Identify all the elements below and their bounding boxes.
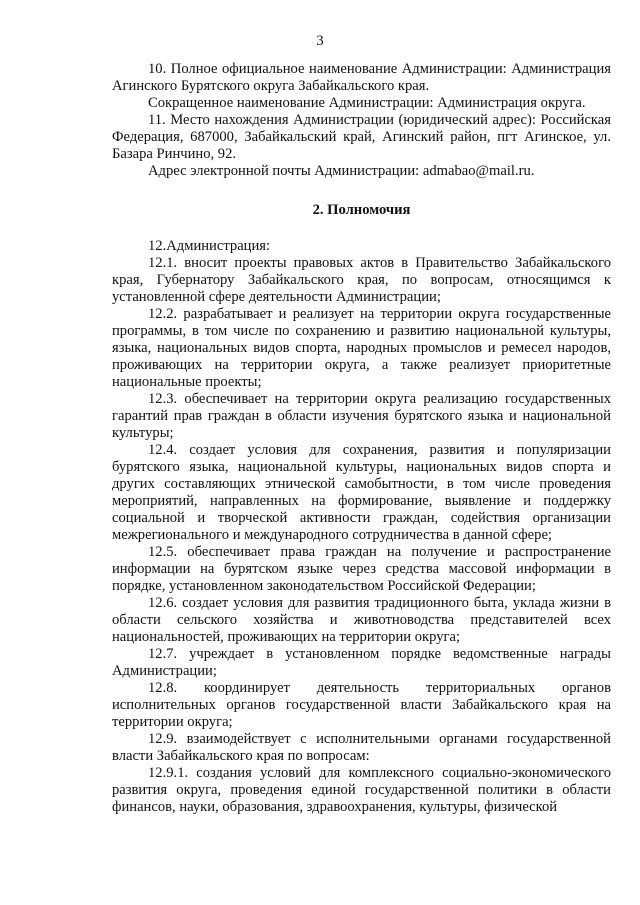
section-heading: 2. Полномочия	[312, 202, 411, 218]
paragraph-location: 11. Место нахождения Администрации (юридический адрес): Российская Федерация, 687000, Забайкальский край, Агинский район, пгт Агинское, ул. Базара Ринчино, 92.	[112, 112, 611, 162]
paragraph-full-name: 10. Полное официальное наименование Администрации: Администрация Агинского Бурятского округа Забайкальского края.	[112, 61, 611, 94]
paragraph-12-9: 12.9. взаимодействует с исполнительными органами государственной власти Забайкальского края по вопросам:	[112, 731, 611, 764]
page-number: 3	[316, 33, 324, 49]
paragraph-email: Адрес электронной почты Администрации: admabao@mail.ru.	[148, 163, 535, 179]
paragraph-12: 12.Администрация:	[148, 238, 271, 254]
document-body	[112, 61, 611, 816]
paragraph-12-2: 12.2. разрабатывает и реализует на территории округа государственные программы, в том числе по сохранению и развитию национальной культуры, языка, национальных видов спорта, народных промыслов и ремесел народов, проживающих на территории округа, а также реализует приоритетные национальные проекты;	[112, 306, 611, 390]
paragraph-12-4: 12.4. создает условия для сохранения, развития и популяризации бурятского языка, национальной культуры, национальных видов спорта и других составляющих этнической самобытности, в том числе проведения мероприятий, направленных на формирование, выявление и поддержку социальной и творческой активности граждан, содействия организации межрегионального и международного сотрудничества в данной сфере;	[112, 442, 611, 543]
paragraph-12-6: 12.6. создает условия для развития традиционного быта, уклада жизни в области сельского хозяйства и животноводства представителей всех национальностей, проживающих на территории округа;	[112, 595, 611, 645]
paragraph-12-1: 12.1. вносит проекты правовых актов в Правительство Забайкальского края, Губернатору Забайкальского края, по вопросам, относящимся к установленной сфере деятельности Администрации;	[112, 255, 611, 305]
paragraph-short-name: Сокращенное наименование Администрации: Администрация округа.	[148, 95, 586, 111]
paragraph-12-8: 12.8. координирует деятельность территориальных органов исполнительных органов государственной власти Забайкальского края на территории округа;	[112, 680, 611, 730]
paragraph-12-3: 12.3. обеспечивает на территории округа реализацию государственных гарантий прав граждан в области изучения бурятского языка и национальной культуры;	[112, 391, 611, 441]
paragraph-12-5: 12.5. обеспечивает права граждан на получение и распространение информации на бурятском языке через средства массовой информации в порядке, установленном законодательством Российской Федерации;	[112, 544, 611, 594]
paragraph-12-9-1: 12.9.1. создания условий для комплексного социально-экономического развития округа, проведения единой государственной политики в области финансов, науки, образования, здравоохранения, культуры, физической	[112, 765, 611, 815]
paragraph-12-7: 12.7. учреждает в установленном порядке ведомственные награды Администрации;	[112, 646, 611, 679]
